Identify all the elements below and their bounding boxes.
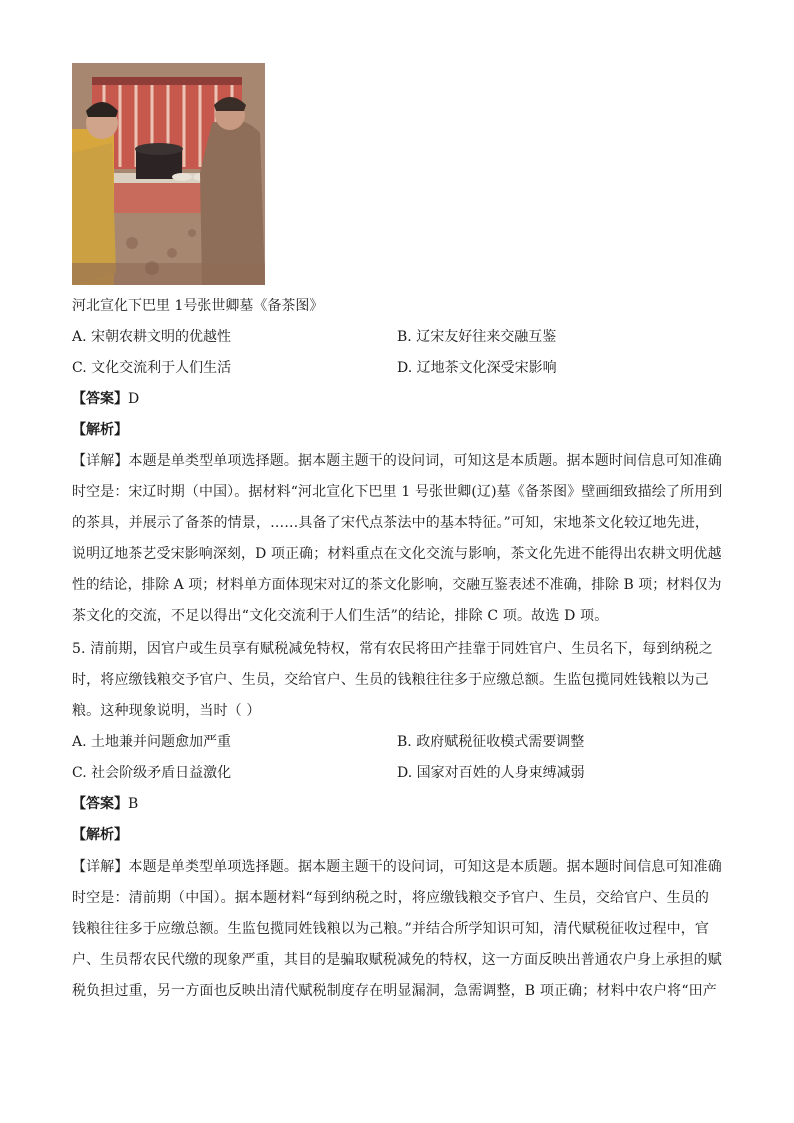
answer-value: B (128, 796, 139, 812)
q5-detail-line: 户、生员帮农民代缴的现象严重，其目的是骗取赋税减免的特权，这一方面反映出普通农户身上承担的赋 (72, 952, 722, 968)
q4-answer (72, 389, 139, 409)
q4-detail-line: 的茶具，并展示了备茶的情景，……具备了宋代点茶法中的基本特征。”可知，宋地茶文化较辽地先进， (72, 515, 710, 531)
q4-detail-line: 说明辽地茶艺受宋影响深刻，D 项正确；材料重点在文化交流与影响，茶文化先进不能得出农耕文明优越 (72, 546, 722, 562)
q5-detail-line: 时空是：清前期（中国）。据本题材料“每到纳税之时，将应缴钱粮交予官户、生员，交给官户、生员的 (72, 890, 710, 906)
q5-option-c: C. 社会阶级矛盾日益激化 (72, 765, 232, 781)
q4-option-a: A. 宋朝农耕文明的优越性 (72, 329, 232, 345)
q5-option-b: B. 政府赋税征收模式需要调整 (397, 734, 585, 750)
q5-stem-line: 时，将应缴钱粮交予官户、生员，交给官户、生员的钱粮往往多于应缴总额。生监包揽同姓钱粮以为己 (72, 672, 709, 688)
q5-stem-line: 5. 清前期，因官户或生员享有赋税减免特权，常有农民将田产挂靠于同姓官户、生员名下，每到纳税之 (72, 641, 713, 657)
q4-option-d: D. 辽地茶文化深受宋影响 (397, 360, 557, 376)
q5-analysis-label: 【解析】 (72, 827, 128, 843)
image-caption: 河北宣化下巴里 1号张世卿墓《备茶图》 (72, 298, 324, 314)
q4-option-b: B. 辽宋友好往来交融互鉴 (397, 329, 557, 345)
q4-detail-line: 茶文化的交流，不足以得出“文化交流利于人们生活”的结论，排除 C 项。故选 D 项。 (72, 608, 609, 624)
mural-illustration (72, 63, 265, 285)
q4-analysis-label: 【解析】 (72, 422, 128, 438)
q4-detail-line: 时空是：宋辽时期（中国）。据材料“河北宣化下巴里 1 号张世卿(辽)墓《备茶图》壁画细致描绘了所用到 (72, 484, 723, 500)
q4-detail-line: 性的结论，排除 A 项；材料单方面体现宋对辽的茶文化影响，交融互鉴表述不准确，排除 B 项；材料仅为 (72, 577, 722, 593)
q4-option-c: C. 文化交流利于人们生活 (72, 360, 232, 376)
q5-detail-line: 【详解】本题是单类型单项选择题。据本题主题干的设问词，可知这是本质题。据本题时间信息可知准确 (72, 859, 722, 875)
q5-stem-line: 粮。这种现象说明，当时（ ） (72, 703, 261, 719)
q5-detail-line: 钱粮往往多于应缴总额。生监包揽同姓钱粮以为己粮。”并结合所学知识可知，清代赋税征收过程中，官 (72, 921, 710, 937)
answer-label: 【答案】 (72, 391, 128, 407)
q4-detail-line: 【详解】本题是单类型单项选择题。据本题主题干的设问词，可知这是本质题。据本题时间信息可知准确 (72, 453, 722, 469)
answer-value: D (128, 391, 140, 407)
q5-option-d: D. 国家对百姓的人身束缚减弱 (397, 765, 585, 781)
q5-option-a: A. 土地兼并问题愈加严重 (72, 734, 232, 750)
q5-detail-line: 税负担过重，另一方面也反映出清代赋税制度存在明显漏洞，急需调整，B 项正确；材料中农户将“田产 (72, 983, 717, 999)
q5-answer (72, 794, 138, 814)
answer-label: 【答案】 (72, 796, 128, 812)
